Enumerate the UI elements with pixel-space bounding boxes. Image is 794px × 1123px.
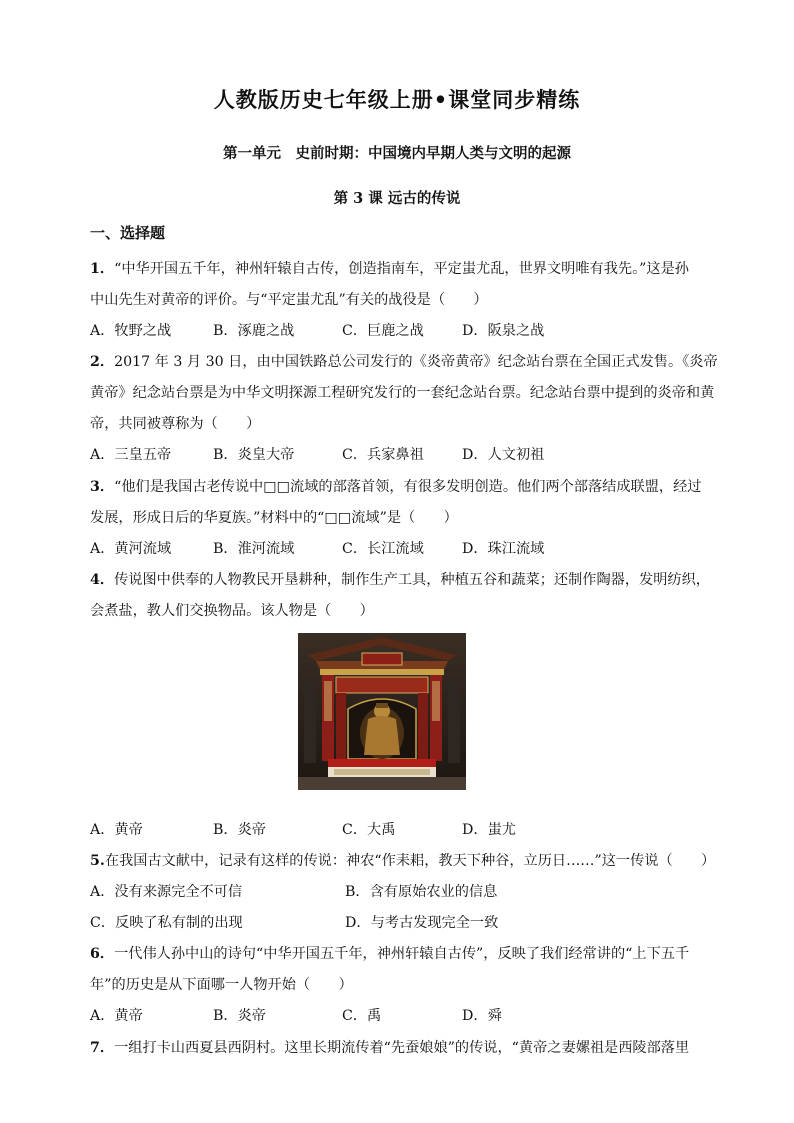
question-2-line-2: 黄帝》纪念站台票是为中华文明探源工程研究发行的一套纪念站台票。纪念站台票中提到的炎帝和黄 <box>90 385 715 401</box>
question-2-line-1: 2．2017 年 3 月 30 日，由中国铁路总公司发行的《炎帝黄帝》纪念站台票在全国正式发售。《炎帝 <box>90 354 718 370</box>
option-a[interactable]: A．三皇五帝 <box>90 447 172 463</box>
question-1-line-1: 1．“中华开国五千年，神州轩辕自古传，创造指南车，平定蚩尤乱，世界文明唯有我先。”这是孙 <box>90 261 689 277</box>
option-b[interactable]: B．炎皇大帝 <box>213 447 295 463</box>
option-c[interactable]: C．大禹 <box>342 822 396 838</box>
question-number: 3． <box>90 479 115 495</box>
question-3-line-2: 发展，形成日后的华夏族。”材料中的“□□流域”是（ ） <box>90 510 458 526</box>
question-1-line-2: 中山先生对黄帝的评价。与“平定蚩尤乱”有关的战役是（ ） <box>90 292 488 308</box>
question-number: 6． <box>90 946 115 962</box>
question-3-line-1: 3．“他们是我国古老传说中□□流域的部落首领，有很多发明创造。他们两个部落结成联盟，经过 <box>90 479 702 495</box>
question-number: 7． <box>90 1040 115 1056</box>
option-a[interactable]: A．没有来源完全不可信 <box>90 884 243 900</box>
option-d[interactable]: D．舜 <box>462 1008 502 1024</box>
option-a[interactable]: A．黄帝 <box>90 1008 143 1024</box>
option-d[interactable]: D．阪泉之战 <box>462 323 545 339</box>
question-number: 2． <box>90 354 115 370</box>
option-c[interactable]: C．巨鹿之战 <box>342 323 424 339</box>
option-a[interactable]: A．黄帝 <box>90 822 143 838</box>
question-4-line-2: 会煮盐，教人们交换物品。该人物是（ ） <box>90 603 374 619</box>
shrine-photo <box>298 633 466 790</box>
option-c[interactable]: C．禹 <box>342 1008 382 1024</box>
option-a[interactable]: A．黄河流域 <box>90 541 172 557</box>
option-c[interactable]: C．兵家鼻祖 <box>342 447 424 463</box>
option-b[interactable]: B．炎帝 <box>213 1008 266 1024</box>
question-2-line-3: 帝，共同被尊称为（ ） <box>90 416 261 432</box>
question-5-line-1: 5.在我国古文献中，记录有这样的传说：神农“作耒耜，教天下种谷，立历日……”这一传说（ ） <box>90 853 716 869</box>
question-6-line-2: 年”的历史是从下面哪一人物开始（ ） <box>90 977 353 993</box>
option-c[interactable]: C．反映了私有制的出现 <box>90 915 243 931</box>
option-b[interactable]: B．含有原始农业的信息 <box>345 884 498 900</box>
option-d[interactable]: D．人文初祖 <box>462 447 545 463</box>
question-7-line-1: 7．一组打卡山西夏县西阴村。这里长期流传着“先蚕娘娘”的传说，“黄帝之妻嫘祖是西陵部落里 <box>90 1040 690 1056</box>
question-6-line-1: 6．一代伟人孙中山的诗句“中华开国五千年，神州轩辕自古传”，反映了我们经常讲的“上下五千 <box>90 946 690 962</box>
option-d[interactable]: D．与考古发现完全一致 <box>345 915 499 931</box>
unit-heading: 第一单元 史前时期：中国境内早期人类与文明的起源 <box>223 145 571 162</box>
question-number: 4． <box>90 572 115 588</box>
option-d[interactable]: D．珠江流域 <box>462 541 545 557</box>
option-b[interactable]: B．炎帝 <box>213 822 266 838</box>
section-heading: 一、选择题 <box>90 224 166 242</box>
document-title: 人教版历史七年级上册•课堂同步精练 <box>213 87 581 112</box>
option-b[interactable]: B．涿鹿之战 <box>213 323 295 339</box>
option-c[interactable]: C．长江流域 <box>342 541 424 557</box>
shrine-illustration <box>298 633 466 790</box>
option-d[interactable]: D．蚩尤 <box>462 822 516 838</box>
option-a[interactable]: A．牧野之战 <box>90 323 172 339</box>
question-4-line-1: 4．传说图中供奉的人物教民开垦耕种，制作生产工具，种植五谷和蔬菜；还制作陶器，发明纺织， <box>90 572 710 588</box>
lesson-heading: 第 3 课 远古的传说 <box>333 190 461 207</box>
question-number: 5. <box>90 853 105 869</box>
option-b[interactable]: B．淮河流域 <box>213 541 295 557</box>
question-number: 1． <box>90 261 115 277</box>
